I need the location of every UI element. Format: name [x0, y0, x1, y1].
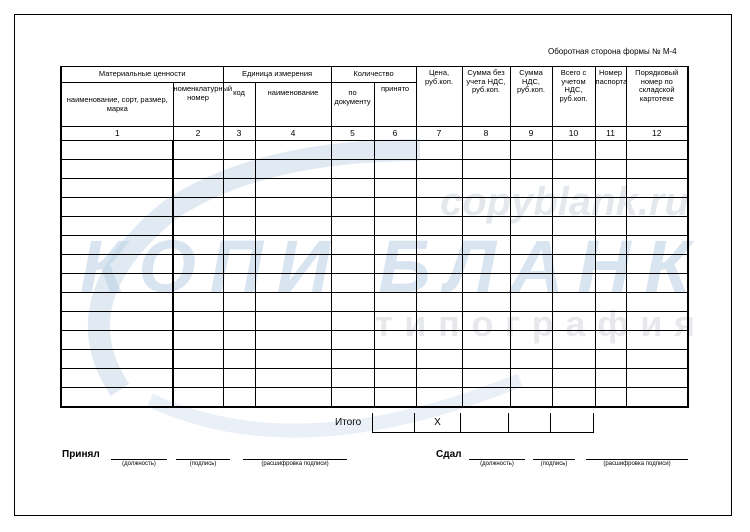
table-cell[interactable]: [552, 179, 595, 198]
table-cell[interactable]: [173, 198, 223, 217]
table-cell[interactable]: [416, 160, 462, 179]
table-cell[interactable]: [331, 350, 374, 369]
table-cell[interactable]: [595, 388, 626, 408]
watermark-sub: типография: [375, 303, 695, 344]
table-cell[interactable]: [416, 236, 462, 255]
header-qty-accepted: принято: [374, 83, 416, 127]
totals-total-with-vat-cell[interactable]: [550, 413, 594, 433]
table-cell[interactable]: [510, 312, 552, 331]
table-cell[interactable]: [331, 388, 374, 408]
table-cell[interactable]: [61, 274, 173, 293]
table-cell[interactable]: [510, 293, 552, 312]
table-cell[interactable]: [626, 217, 688, 236]
table-row: [61, 255, 688, 274]
table-cell[interactable]: [626, 369, 688, 388]
table-cell[interactable]: [374, 350, 416, 369]
table-cell[interactable]: [416, 141, 462, 160]
table-cell[interactable]: [595, 369, 626, 388]
handed-decoding-line[interactable]: [586, 459, 688, 460]
table-cell[interactable]: [223, 350, 255, 369]
table-cell[interactable]: [462, 141, 510, 160]
table-cell[interactable]: [173, 160, 223, 179]
table-cell[interactable]: [510, 331, 552, 350]
table-row: [61, 217, 688, 236]
table-cell[interactable]: [416, 350, 462, 369]
table-cell[interactable]: [374, 198, 416, 217]
handed-position-line[interactable]: [469, 459, 525, 460]
table-cell[interactable]: [595, 293, 626, 312]
accepted-signature-line[interactable]: [176, 459, 230, 460]
header-nomenclature: номенклатурный номер: [173, 83, 223, 127]
table-cell[interactable]: [331, 369, 374, 388]
table-cell[interactable]: [223, 198, 255, 217]
table-cell[interactable]: [552, 255, 595, 274]
table-cell[interactable]: [416, 331, 462, 350]
table-cell[interactable]: [255, 369, 331, 388]
table-cell[interactable]: [510, 350, 552, 369]
table-cell[interactable]: [223, 255, 255, 274]
table-cell[interactable]: [510, 217, 552, 236]
table-cell[interactable]: [626, 293, 688, 312]
header-vat-sum: Сумма НДС, руб.коп.: [510, 67, 552, 127]
column-number: 9: [510, 127, 552, 141]
table-cell[interactable]: [374, 331, 416, 350]
table-cell[interactable]: [462, 198, 510, 217]
table-cell[interactable]: [595, 350, 626, 369]
header-quantity: Количество: [331, 67, 416, 83]
header-price: Цена, руб.коп.: [416, 67, 462, 127]
table-row: [61, 388, 688, 408]
table-row: [61, 160, 688, 179]
table-cell[interactable]: [331, 141, 374, 160]
table-cell[interactable]: [331, 160, 374, 179]
column-number: 6: [374, 127, 416, 141]
column-number: 1: [61, 127, 173, 141]
header-name-sort: наименование, сорт, размер, марка: [61, 83, 173, 127]
table-cell[interactable]: [255, 179, 331, 198]
table-cell[interactable]: [626, 198, 688, 217]
table-cell[interactable]: [626, 350, 688, 369]
table-cell[interactable]: [462, 331, 510, 350]
table-cell[interactable]: [61, 160, 173, 179]
table-cell[interactable]: [416, 312, 462, 331]
table-cell[interactable]: [552, 141, 595, 160]
table-cell[interactable]: [462, 274, 510, 293]
table-cell[interactable]: [61, 369, 173, 388]
table-cell[interactable]: [173, 369, 223, 388]
table-cell[interactable]: [173, 331, 223, 350]
table-cell[interactable]: [173, 274, 223, 293]
table-cell[interactable]: [416, 388, 462, 408]
table-cell[interactable]: [255, 293, 331, 312]
table-cell[interactable]: [223, 160, 255, 179]
column-number: 12: [626, 127, 688, 141]
table-cell[interactable]: [61, 141, 173, 160]
table-cell[interactable]: [462, 350, 510, 369]
table-cell[interactable]: [416, 293, 462, 312]
table-cell[interactable]: [510, 274, 552, 293]
table-cell[interactable]: [552, 350, 595, 369]
table-cell[interactable]: [61, 217, 173, 236]
table-row: [61, 274, 688, 293]
table-cell[interactable]: [173, 179, 223, 198]
table-cell[interactable]: [255, 217, 331, 236]
column-number: 3: [223, 127, 255, 141]
table-cell[interactable]: [255, 312, 331, 331]
table-cell[interactable]: [223, 312, 255, 331]
column-number: 10: [552, 127, 595, 141]
table-cell[interactable]: [61, 179, 173, 198]
accepted-decoding-caption: (расшифровка подписи): [261, 461, 329, 467]
table-cell[interactable]: [462, 236, 510, 255]
table-cell[interactable]: [374, 217, 416, 236]
table-cell[interactable]: [510, 179, 552, 198]
accepted-signature-caption: (подпись): [189, 461, 217, 467]
header-card-no: Порядковый номер по складской картотеке: [626, 67, 688, 127]
table-cell[interactable]: [223, 388, 255, 408]
table-cell[interactable]: [223, 217, 255, 236]
table-cell[interactable]: [626, 255, 688, 274]
header-unit-name: наименование: [255, 83, 331, 127]
table-row: [61, 236, 688, 255]
header-unit-code: код: [223, 83, 255, 127]
table-cell[interactable]: [374, 388, 416, 408]
column-number: 5: [331, 127, 374, 141]
materials-table: [60, 66, 689, 408]
table-cell[interactable]: [552, 293, 595, 312]
table-cell[interactable]: [595, 198, 626, 217]
table-cell[interactable]: [595, 236, 626, 255]
table-cell[interactable]: [173, 350, 223, 369]
totals-vat-sum-cell[interactable]: [508, 413, 551, 433]
table-cell[interactable]: [552, 160, 595, 179]
table-cell[interactable]: [552, 331, 595, 350]
table-cell[interactable]: [416, 217, 462, 236]
table-cell[interactable]: [552, 388, 595, 408]
table-row: [61, 350, 688, 369]
table-cell[interactable]: [462, 160, 510, 179]
table-cell[interactable]: [510, 236, 552, 255]
table-cell[interactable]: [626, 312, 688, 331]
table-cell[interactable]: [255, 331, 331, 350]
table-cell[interactable]: [462, 312, 510, 331]
table-cell[interactable]: [374, 160, 416, 179]
table-cell[interactable]: [173, 293, 223, 312]
table-cell[interactable]: [595, 217, 626, 236]
table-cell[interactable]: [61, 198, 173, 217]
table-cell[interactable]: [223, 293, 255, 312]
column-number-row: [61, 127, 688, 141]
table-cell[interactable]: [223, 369, 255, 388]
header-total-with-vat: Всего с учетом НДС, руб.коп.: [552, 67, 595, 127]
table-cell[interactable]: [61, 255, 173, 274]
table-cell[interactable]: [552, 198, 595, 217]
table-cell[interactable]: [552, 369, 595, 388]
accepted-position-caption: (должность): [122, 461, 156, 467]
table-cell[interactable]: [331, 217, 374, 236]
column-number: 4: [255, 127, 331, 141]
table-cell[interactable]: [626, 274, 688, 293]
table-cell[interactable]: [626, 160, 688, 179]
table-cell[interactable]: [595, 255, 626, 274]
table-cell[interactable]: [510, 160, 552, 179]
table-cell[interactable]: [552, 274, 595, 293]
header-sum-no-vat: Сумма без учета НДС, руб.коп.: [462, 67, 510, 127]
header-materials: Материальные ценности: [61, 67, 223, 83]
table-cell[interactable]: [61, 350, 173, 369]
column-number: 8: [462, 127, 510, 141]
table-cell[interactable]: [416, 369, 462, 388]
table-cell[interactable]: [374, 179, 416, 198]
accepted-position-line[interactable]: [111, 459, 167, 460]
table-cell[interactable]: [223, 141, 255, 160]
table-cell[interactable]: [626, 179, 688, 198]
table-cell[interactable]: [416, 274, 462, 293]
table-row: [61, 198, 688, 217]
table-cell[interactable]: [510, 388, 552, 408]
table-cell[interactable]: [595, 141, 626, 160]
table-cell[interactable]: [374, 274, 416, 293]
table-cell[interactable]: [173, 141, 223, 160]
table-cell[interactable]: [462, 217, 510, 236]
table-cell[interactable]: [255, 141, 331, 160]
table-cell[interactable]: [61, 388, 173, 408]
table-cell[interactable]: [223, 236, 255, 255]
table-row: [61, 331, 688, 350]
table-cell[interactable]: [510, 198, 552, 217]
watermark-site: copyblank.ru: [440, 180, 689, 224]
table-cell[interactable]: [510, 369, 552, 388]
table-cell[interactable]: [595, 331, 626, 350]
table-cell[interactable]: [462, 388, 510, 408]
table-cell[interactable]: [552, 312, 595, 331]
table-cell[interactable]: [173, 217, 223, 236]
accepted-label: Принял: [62, 449, 100, 460]
handed-signature-caption: (подпись): [540, 461, 568, 467]
totals-sum-no-vat-cell[interactable]: [460, 413, 509, 433]
handed-signature-line[interactable]: [533, 459, 575, 460]
header-qty-doc: по документу: [331, 83, 374, 127]
column-number: 2: [173, 127, 223, 141]
table-cell[interactable]: [331, 179, 374, 198]
column-number: 11: [595, 127, 626, 141]
table-cell[interactable]: [331, 198, 374, 217]
table-cell[interactable]: [416, 198, 462, 217]
table-cell[interactable]: [255, 160, 331, 179]
table-cell[interactable]: [374, 255, 416, 274]
handed-decoding-caption: (расшифровка подписи): [603, 461, 671, 467]
table-cell[interactable]: [331, 236, 374, 255]
table-cell[interactable]: [173, 236, 223, 255]
column-number: 7: [416, 127, 462, 141]
watermark-main: КОПИ БЛАНК: [80, 225, 690, 308]
table-row: [61, 179, 688, 198]
table-cell[interactable]: [416, 179, 462, 198]
table-cell[interactable]: [173, 255, 223, 274]
table-row: [61, 141, 688, 160]
table-cell[interactable]: [255, 236, 331, 255]
table-cell[interactable]: [552, 236, 595, 255]
table-row: [61, 293, 688, 312]
table-cell[interactable]: [374, 312, 416, 331]
table-cell[interactable]: [255, 255, 331, 274]
table-cell[interactable]: [626, 141, 688, 160]
table-cell[interactable]: [374, 293, 416, 312]
table-cell[interactable]: [510, 255, 552, 274]
header-unit: Единица измерения: [223, 67, 331, 83]
table-cell[interactable]: [552, 217, 595, 236]
table-cell[interactable]: [331, 255, 374, 274]
table-cell[interactable]: [462, 293, 510, 312]
table-cell[interactable]: [595, 160, 626, 179]
table-cell[interactable]: [255, 198, 331, 217]
table-cell[interactable]: [331, 274, 374, 293]
table-cell[interactable]: [223, 274, 255, 293]
accepted-decoding-line[interactable]: [243, 459, 347, 460]
table-cell[interactable]: [255, 388, 331, 408]
table-cell[interactable]: [626, 236, 688, 255]
table-cell[interactable]: [462, 179, 510, 198]
table-cell[interactable]: [374, 141, 416, 160]
handed-label: Сдал: [436, 449, 462, 460]
table-cell[interactable]: [595, 274, 626, 293]
table-cell[interactable]: [173, 312, 223, 331]
table-cell[interactable]: [223, 331, 255, 350]
totals-price-cell: X: [414, 413, 461, 433]
table-cell[interactable]: [595, 179, 626, 198]
table-cell[interactable]: [255, 350, 331, 369]
table-cell[interactable]: [223, 179, 255, 198]
totals-accepted-cell[interactable]: [372, 413, 415, 433]
table-cell[interactable]: [61, 236, 173, 255]
table-cell[interactable]: [61, 331, 173, 350]
table-cell[interactable]: [462, 255, 510, 274]
totals-label: Итого: [335, 417, 362, 428]
table-cell[interactable]: [331, 293, 374, 312]
table-cell[interactable]: [331, 331, 374, 350]
form-reference: Оборотная сторона формы № М-4: [548, 47, 677, 56]
handed-position-caption: (должность): [480, 461, 514, 467]
table-cell[interactable]: [510, 141, 552, 160]
table-cell[interactable]: [374, 236, 416, 255]
table-cell[interactable]: [626, 331, 688, 350]
table-cell[interactable]: [61, 312, 173, 331]
table-cell[interactable]: [173, 388, 223, 408]
table-row: [61, 312, 688, 331]
table-cell[interactable]: [595, 312, 626, 331]
header-passport-no: Номер паспорта: [595, 67, 626, 127]
table-cell[interactable]: [626, 388, 688, 408]
table-cell[interactable]: [255, 274, 331, 293]
table-cell[interactable]: [61, 293, 173, 312]
table-cell[interactable]: [374, 369, 416, 388]
table-cell[interactable]: [416, 255, 462, 274]
table-row: [61, 369, 688, 388]
table-cell[interactable]: [331, 312, 374, 331]
table-cell[interactable]: [462, 369, 510, 388]
